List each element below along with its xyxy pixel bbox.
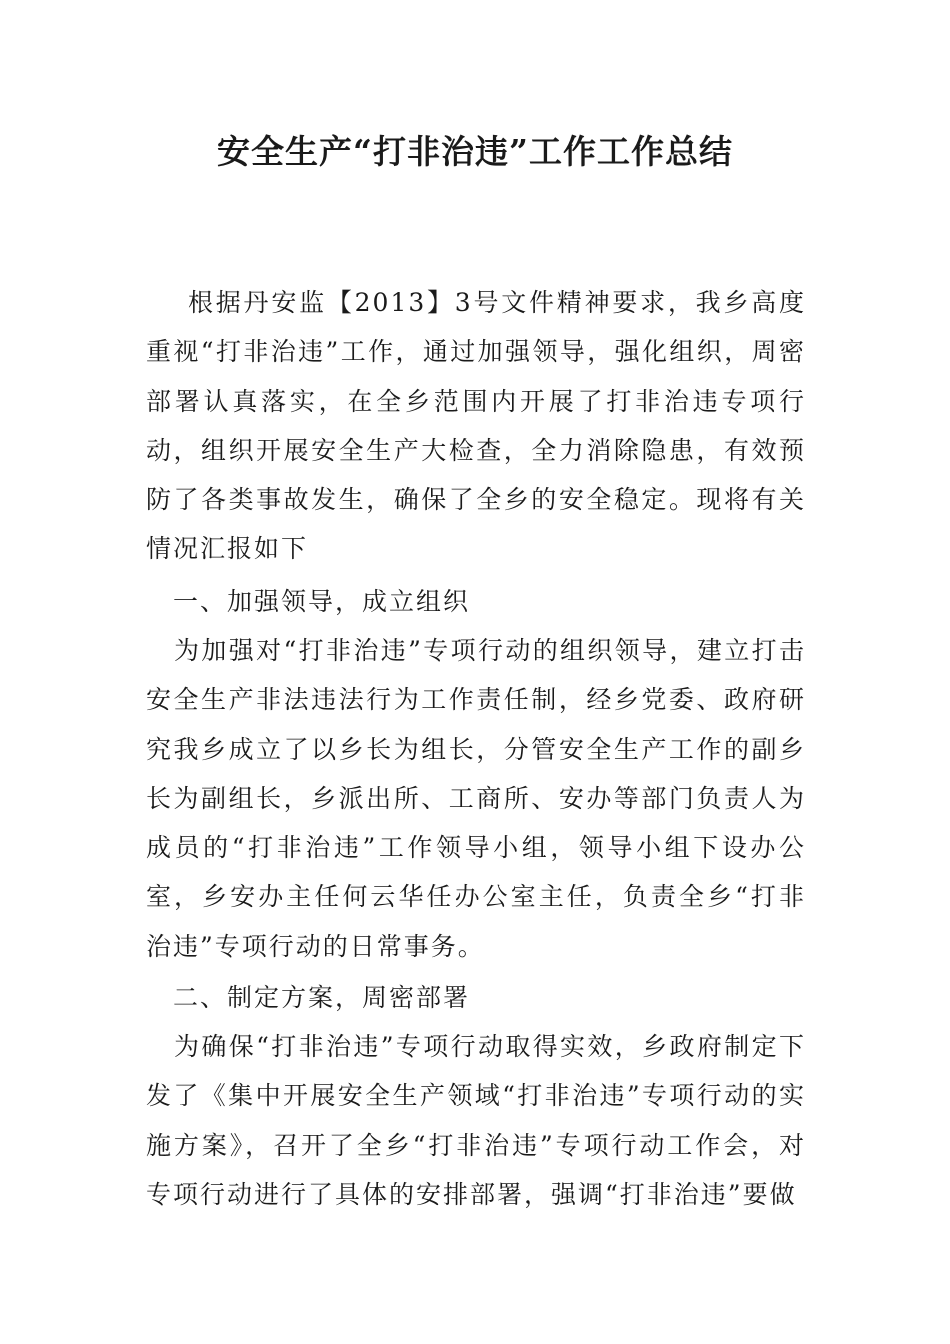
section-paragraph-1: 为加强对“打非治违”专项行动的组织领导，建立打击安全生产非法违法行为工作责任制，经乡党委、政府研究我乡成立了以乡长为组长，分管安全生产工作的副乡长为副组长，乡派出所、工商所、安办等部门负责人为成员的“打非治违”工作领导小组，领导小组下设办公室，乡安办主任何云华任办公室主任，负责全乡“打非治违”专项行动的日常事务。 <box>146 636 806 961</box>
section-heading-1: 一、加强领导，成立组织 <box>173 587 471 616</box>
document-title: 安全生产“打非治违”工作工作总结 <box>217 132 733 171</box>
section-heading-2: 二、制定方案，周密部署 <box>173 983 471 1012</box>
section-paragraph-2: 为确保“打非治违”专项行动取得实效，乡政府制定下发了《集中开展安全生产领域“打非治违”专项行动的实施方案》，召开了全乡“打非治违”专项行动工作会，对专项行动进行了具体的安排部署，强调“打非治违”要做 <box>146 1032 806 1209</box>
intro-paragraph: 根据丹安监【2013】3号文件精神要求，我乡高度重视“打非治违”工作，通过加强领导，强化组织，周密部署认真落实，在全乡范围内开展了打非治违专项行动，组织开展安全生产大检查，全力消除隐患，有效预防了各类事故发生，确保了全乡的安全稳定。现将有关情况汇报如下 <box>146 288 806 564</box>
